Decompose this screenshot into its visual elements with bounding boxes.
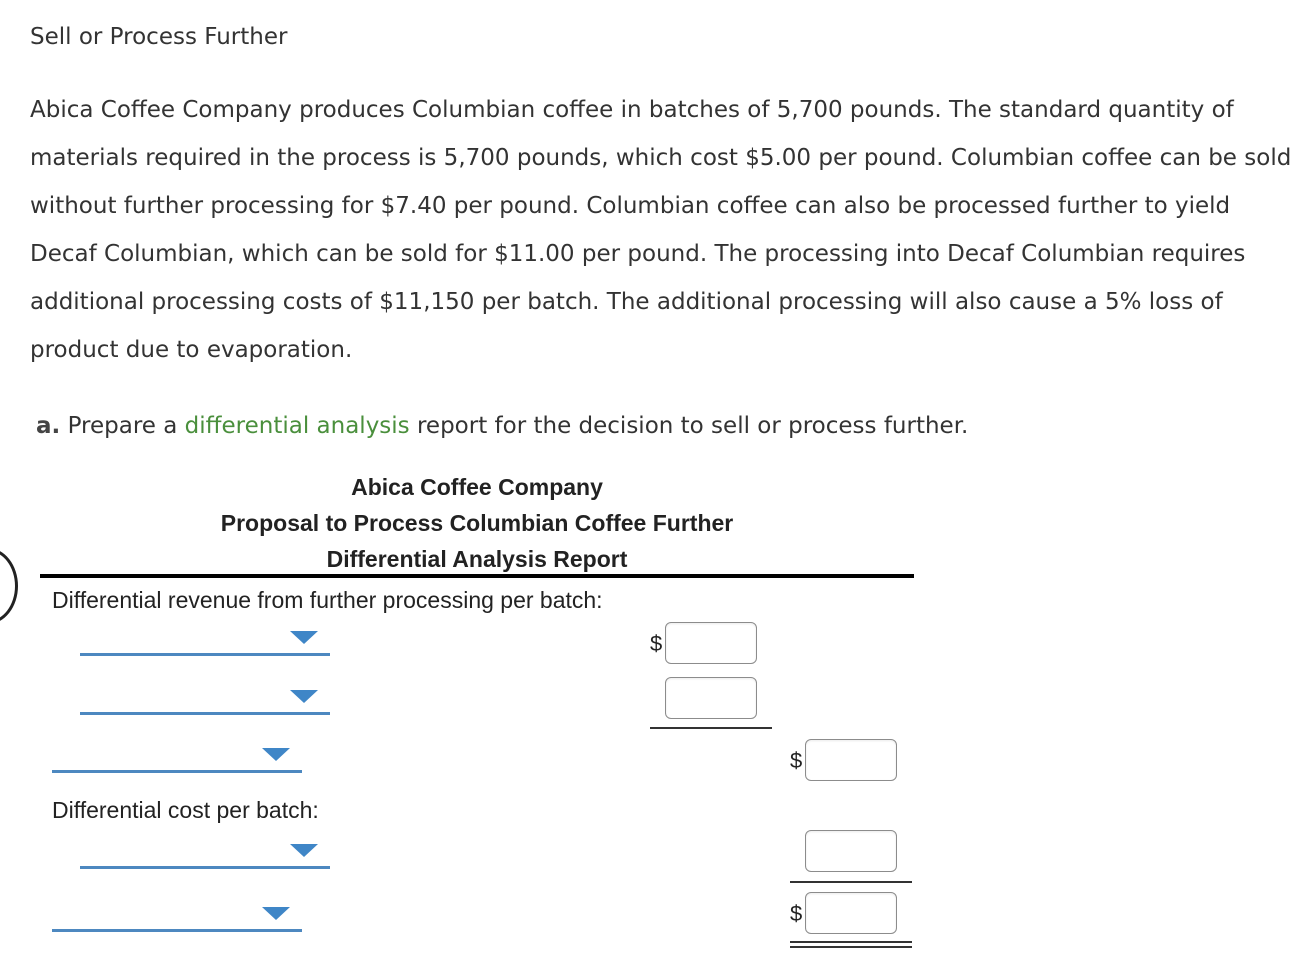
report-company-name: Abica Coffee Company xyxy=(351,474,603,500)
cost-subtotal-rule xyxy=(790,881,912,883)
question-letter: a. xyxy=(36,413,61,439)
question-a xyxy=(36,413,968,439)
revenue-total-input[interactable] xyxy=(805,739,897,781)
net-result-input[interactable] xyxy=(805,892,897,934)
chevron-down-icon xyxy=(290,844,318,857)
chevron-down-icon xyxy=(262,748,290,761)
cost-amount-input[interactable] xyxy=(805,830,897,872)
page-title: Sell or Process Further xyxy=(30,24,288,50)
revenue-total-dropdown[interactable] xyxy=(52,744,302,773)
question-text-after: report for the decision to sell or process further. xyxy=(416,413,969,439)
report-proposal-title: Proposal to Process Columbian Coffee Further xyxy=(220,510,734,536)
problem-description: Abica Coffee Company produces Columbian coffee in batches of 5,700 pounds. The standard quantity of materials required in the process is 5,700 pounds, which cost $5.00 per pound. Columbian coffee can be sold without further processing for $7.40 per pound. Columbian coffee can also be processed further to yield Decaf Columbian, which can be sold for $11.00 per pound. The processing into Decaf Columbian requires additional processing costs of $11,150 per batch. The additional processing will also cause a 5% loss of product due to evaporation. xyxy=(30,97,1292,363)
report-title: Differential Analysis Report xyxy=(326,546,628,572)
differential-analysis-link[interactable]: differential analysis xyxy=(184,413,410,439)
question-text-before: Prepare a xyxy=(67,413,178,439)
chevron-down-icon xyxy=(290,631,318,644)
cost-dropdown-1[interactable] xyxy=(80,840,330,869)
revenue-dropdown-2[interactable] xyxy=(80,686,330,715)
revenue-amount-input-2[interactable] xyxy=(665,677,757,719)
net-result-dropdown[interactable] xyxy=(52,903,302,932)
revenue-amount-input-1[interactable] xyxy=(665,622,757,664)
cost-section-label: Differential cost per batch: xyxy=(52,797,319,823)
dollar-sign: $ xyxy=(790,748,803,773)
dollar-sign: $ xyxy=(650,631,663,656)
chevron-down-icon xyxy=(290,690,318,703)
revenue-section-label: Differential revenue from further processing per batch: xyxy=(52,587,603,613)
dollar-sign: $ xyxy=(790,901,803,926)
partial-circle-decoration xyxy=(0,548,18,624)
double-rule-top xyxy=(790,941,912,943)
chevron-down-icon xyxy=(262,907,290,920)
report-header-rule xyxy=(40,574,914,578)
subtotal-rule xyxy=(650,727,772,729)
double-rule-bottom xyxy=(790,946,912,948)
revenue-dropdown-1[interactable] xyxy=(80,627,330,656)
